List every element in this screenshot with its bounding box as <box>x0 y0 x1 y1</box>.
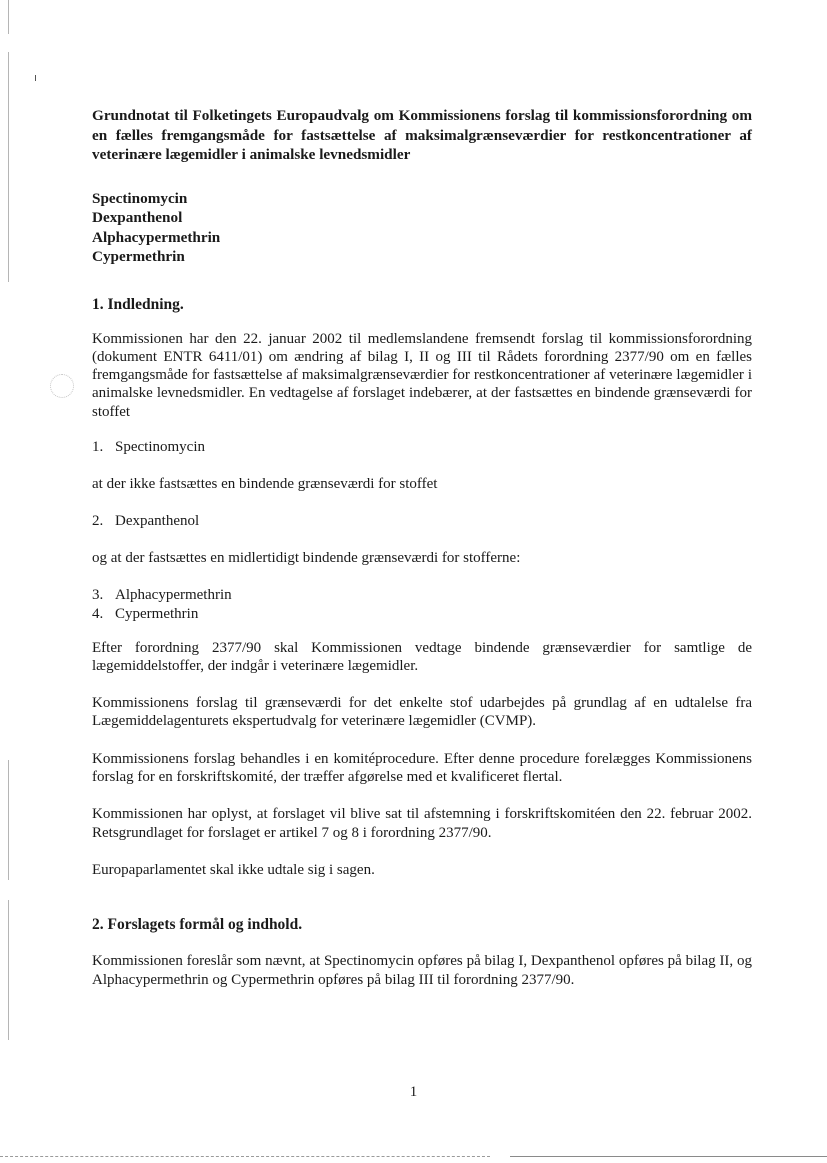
item-number: 4. <box>92 606 104 623</box>
document-title: Grundnotat til Folketingets Europaudvalg om Kommissionens forslag til kommissionsforordning om en fælles fremgangsmåde for fastsættelse af maksimalgrænseværdier for restkoncentrationer af veterinære lægemidler i animalske levnedsmidler <box>92 107 752 163</box>
document-body <box>92 106 752 989</box>
paragraph: Kommissionen foreslår som nævnt, at Spectinomycin opføres på bilag I, Dexpanthenol opføres på bilag II, og Alphacypermethrin og Cypermethrin opføres på bilag III til forordning 2377/90. <box>92 953 752 988</box>
scan-edge-mark <box>8 52 9 282</box>
scan-bottom-edge <box>0 1156 490 1157</box>
scan-bottom-edge <box>510 1156 827 1157</box>
paragraph: Kommissionen har oplyst, at forslaget vil blive sat til afstemning i forskriftskomitéen den 22. februar 2002. Retsgrundlaget for forslaget er artikel 7 og 8 i forordning 2377/90. <box>92 806 752 841</box>
substance-list <box>92 189 752 267</box>
paragraph: at der ikke fastsættes en bindende grænseværdi for stoffet <box>92 476 438 493</box>
numbered-item <box>92 438 752 458</box>
item-number: 3. <box>92 586 104 603</box>
item-number: 1. <box>92 438 104 455</box>
substance-item: Alphacypermethrin <box>92 228 221 246</box>
scan-edge-mark <box>8 0 9 34</box>
numbered-item <box>92 512 752 532</box>
item-text: Cypermethrin <box>115 606 199 623</box>
section-heading: 2. Forslagets formål og indhold. <box>92 916 303 934</box>
substance-item: Cypermethrin <box>92 248 185 265</box>
scan-edge-mark <box>8 760 9 880</box>
paragraph: og at der fastsættes en midlertidigt bindende grænseværdi for stofferne: <box>92 550 521 567</box>
item-text: Alphacypermethrin <box>115 586 232 603</box>
substance-item: Spectinomycin <box>92 189 188 207</box>
item-text: Spectinomycin <box>115 438 205 455</box>
scan-edge-mark <box>8 900 9 1040</box>
paragraph: Kommissionen har den 22. januar 2002 til medlemslandene fremsendt forslag til kommissionsforordning (dokument ENTR 6411/01) om ændring af bilag I, II og III til Rådets forordning 2377/90 om en fælles fremgangsmåde for fastsættelse af maksimalgrænseværdier for restkoncentrationer af veterinære lægemidler i animalske levnedsmidler. En vedtagelse af forslaget indebærer, at der fastsættes en bindende grænseværdi for stoffet <box>92 330 752 420</box>
substance-item: Dexpanthenol <box>92 209 183 226</box>
paragraph: Kommissionens forslag behandles i en komitéprocedure. Efter denne procedure forelægges Kommissionens forslag for en forskriftskomité, der træffer afgørelse med et kvalificeret flertal. <box>92 750 752 786</box>
paragraph: Efter forordning 2377/90 skal Kommissionen vedtage bindende grænseværdier for samtlige de lægemiddelstoffer, der indgår i veterinære lægemidler. <box>92 639 752 674</box>
scan-edge-mark <box>35 75 36 81</box>
numbered-item <box>92 605 752 625</box>
numbered-item <box>92 586 752 606</box>
paragraph: Kommissionens forslag til grænseværdi for det enkelte stof udarbejdes på grundlag af en udtalelse fra Lægemiddelagenturets ekspertudvalg for veterinære lægemidler (CVMP). <box>92 695 752 730</box>
item-number: 2. <box>92 512 104 529</box>
paragraph: Europaparlamentet skal ikke udtale sig i sagen. <box>92 861 375 878</box>
item-text: Dexpanthenol <box>115 512 200 529</box>
page-number: 1 <box>409 1084 418 1100</box>
punch-hole-mark <box>50 374 74 398</box>
section-heading: 1. Indledning. <box>92 295 184 313</box>
